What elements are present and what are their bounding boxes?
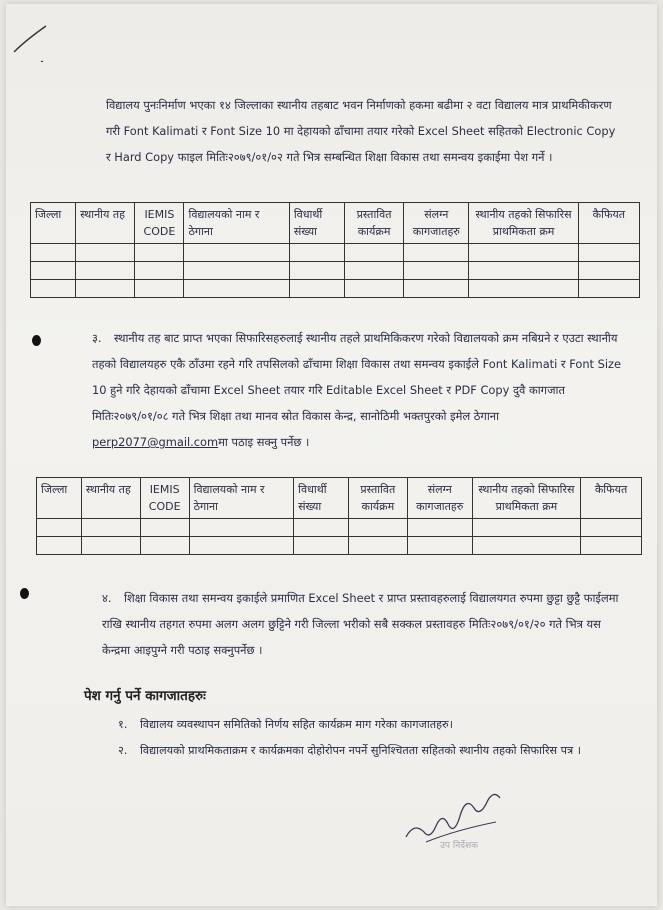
header-students: विधार्थी संख्या	[294, 478, 349, 519]
paragraph-3-number: ३.	[92, 331, 102, 345]
table-row	[31, 280, 640, 298]
header-proposed-program: प्रस्तावित कार्यक्रम	[348, 478, 407, 519]
list-item	[118, 712, 618, 738]
header-school-name: विद्यालयको नाम र ठेगाना	[184, 203, 289, 244]
submission-table-1	[30, 202, 640, 298]
documents-list	[118, 712, 618, 764]
header-iemis-code: IEMIS CODE	[135, 203, 184, 244]
paragraph-1: विद्यालय पुनःनिर्माण भएका १४ जिल्लाका स्थानीय तहबाट भवन निर्माणको हकमा बढीमा २ वटा विद्यालय मात्र प्राथमिकीकरण गरी Font Kalimati र Font Size 10 मा देहायको ढाँचामा तयार गरेको Excel Sheet सहितको Electronic Copy र Hard Copy फाइल मितिः२०७९/०१/०२ गते भित्र सम्बन्धित शिक्षा विकास तथा समन्वय इकाईमा पेश गर्ने ।	[106, 98, 616, 164]
document-page	[6, 4, 657, 906]
list-item	[118, 738, 618, 764]
header-iemis-code: IEMIS CODE	[140, 478, 189, 519]
header-students: विधार्थी संख्या	[289, 203, 344, 244]
table-header-row	[31, 203, 640, 244]
paragraph-3	[92, 325, 630, 455]
list-item-text: विद्यालयको प्राथमिकताक्रम र कार्यक्रमका दोहोरोपन नपर्ने सुनिश्चितता सहितको स्थानीय तहको सिफारिस पत्र ।	[140, 744, 581, 757]
paragraph-4-number: ४.	[102, 591, 112, 605]
punch-hole-mark	[32, 335, 41, 346]
header-remarks: कैफियत	[578, 203, 639, 244]
list-item-text: विद्यालय व्यवस्थापन समितिको निर्णय सहित कार्यक्रम माग गरेका कागजातहरु।	[140, 718, 453, 731]
table-row	[37, 537, 642, 555]
punch-hole-mark	[20, 588, 29, 599]
list-item-number: २.	[118, 744, 128, 757]
submission-table-2	[36, 477, 642, 555]
list-item-number: १.	[118, 718, 128, 731]
documents-heading: पेश गर्नु पर्ने कागजातहरुः	[84, 688, 206, 704]
header-district: जिल्ला	[37, 478, 82, 519]
header-recommendation: स्थानीय तहको सिफारिस प्राथमिकता क्रम	[472, 478, 580, 519]
table-row	[31, 244, 640, 262]
table-row	[31, 262, 640, 280]
header-documents: संलग्न कागजातहरु	[407, 478, 472, 519]
table-header-row	[37, 478, 642, 519]
paragraph-4	[102, 585, 632, 663]
paragraph-3-text-end: मा पठाइ सक्नु पर्नेछ ।	[218, 435, 310, 449]
header-documents: संलग्न कागजातहरु	[404, 203, 469, 244]
table-row	[37, 519, 642, 537]
signature	[396, 782, 516, 852]
header-local-level: स्थानीय तह	[76, 203, 135, 244]
pen-stroke-mark	[12, 22, 52, 62]
header-remarks: कैफियत	[581, 478, 642, 519]
paragraph-3-text: स्थानीय तह बाट प्राप्त भएका सिफारिसहरुलाई स्थानीय तहले प्राथमिकिकरण गरेको विद्यालयको क्रम नबिग्रने र एउटा स्थानीय तहको विद्यालयहरु एकै ठाँउमा रहने गरि तपसिलको ढाँचामा शिक्षा विकास तथा समन्वय इकाईले Font Kalimati र Font Size 10 हुने गरि देहायको ढाँचामा Excel Sheet तयार गरि Editable Excel Sheet र PDF Copy दुवै कागजात मितिः२०७९/०१/०८ गते भित्र शिक्षा तथा मानव स्रोत विकास केन्द्र, सानोठिमी भक्तपुरको इमेल ठेगाना	[92, 331, 622, 423]
header-school-name: विद्यालयको नाम र ठेगाना	[189, 478, 294, 519]
header-recommendation: स्थानीय तहको सिफारिस प्राथमिकता क्रम	[469, 203, 578, 244]
header-proposed-program: प्रस्तावित कार्यक्रम	[345, 203, 404, 244]
svg-text:उप निर्देशक: उप निर्देशक	[440, 841, 479, 851]
header-local-level: स्थानीय तह	[81, 478, 140, 519]
email-link[interactable]: perp2077@gmail.com	[92, 435, 219, 449]
header-district: जिल्ला	[31, 203, 76, 244]
paragraph-4-text: शिक्षा विकास तथा समन्वय इकाईले प्रमाणित Excel Sheet र प्राप्त प्रस्तावहरुलाई विद्यालयगत रुपमा छुट्टा छुट्टै फाईलमा राखि स्थानीय तहगत रुपमा अलग अलग छुट्टिने गरी जिल्ला भरीको सबै सक्कल प्रस्तावहरु मितिः२०७९/०१/२० गते भित्र यस केन्द्रमा आइपुग्ने गरी पठाइ सक्नुपर्नेछ ।	[102, 591, 619, 657]
